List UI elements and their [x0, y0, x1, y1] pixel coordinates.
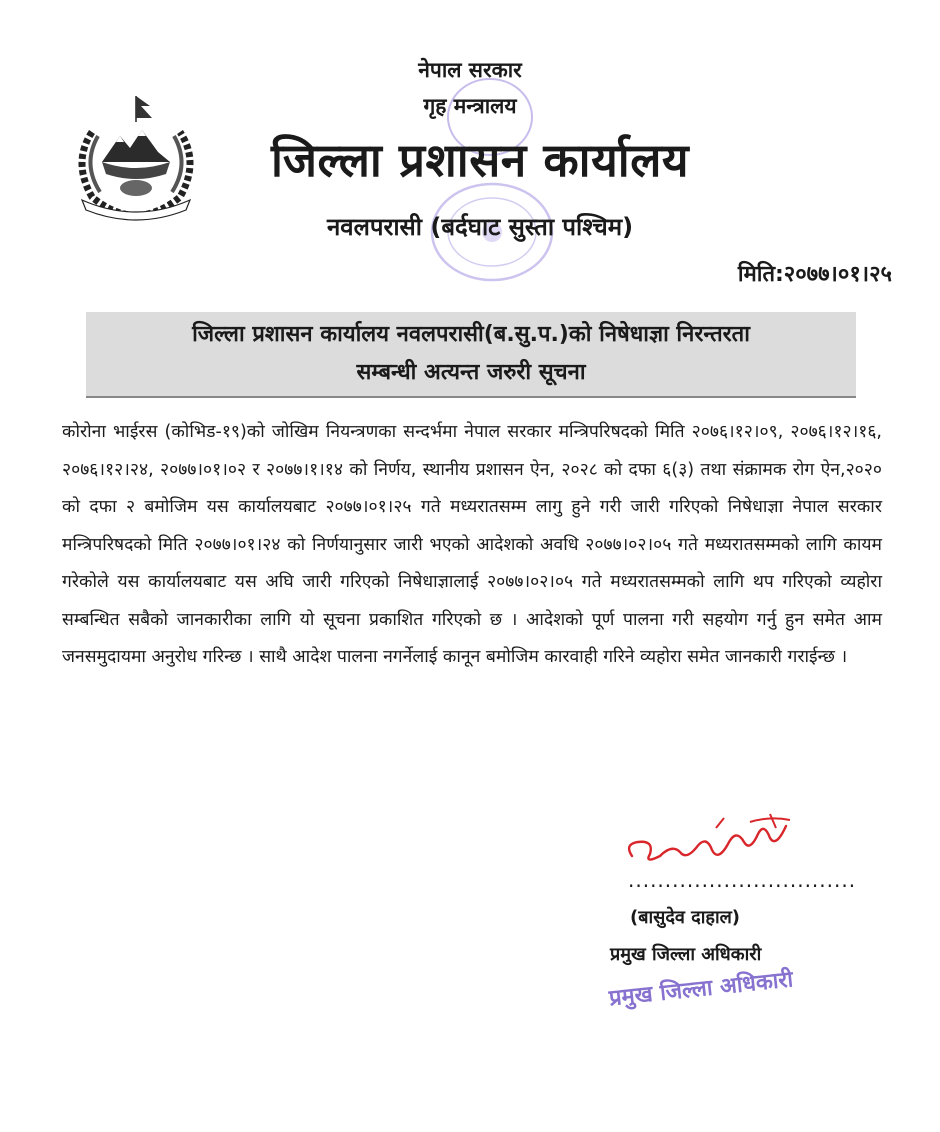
district-name: नवलपरासी (बर्दघाट सुस्ता पश्चिम)	[326, 213, 634, 241]
notice-body: कोरोना भाईरस (कोभिड-१९)को जोखिम नियन्त्रणका सन्दर्भमा नेपाल सरकार मन्त्रिपरिषदको मिति २०७६।१२।०९, २०७६।१२।१६, २०७६।१२।२४, २०७७।०१।०२ र २०७७।१।१४ को निर्णय, स्थानीय प्रशासन ऐन, २०२८ को दफा ६(३) तथा संक्रामक रोग ऐन,२०२० को दफा २ बमोजिम यस कार्यालयबाट २०७७।०१।२५ गते मध्यरातसम्म लागु हुने गरी जारी गरिएको निषेधाज्ञा नेपाल सरकार मन्त्रिपरिषदको मिति २०७७।०१।२४ को निर्णयानुसार जारी भएको आदेशको अवधि २०७७।०२।०५ गते मध्यरातसम्मको लागि कायम गरेकोले यस कार्यालयबाट यस अघि जारी गरिएको निषेधाज्ञालाई २०७७।०२।०५ गते मध्यरातसम्मको लागि थप गरिएको व्यहोरा सम्बन्धित सबैको जानकारीका लागि यो सूचना प्रकाशित गरिएको छ । आदेशको पूर्ण पालना गरी सहयोग गर्नु हुन समेत आम जनसमुदायमा अनुरोध गरिन्छ । साथै आदेश पालना नगर्नेलाई कानून बमोजिम कारवाही गरिने व्यहोरा समेत जानकारी गराईन्छ ।	[62, 422, 882, 667]
signature-line: ...............................	[628, 868, 857, 892]
ministry-name: गृह मन्त्रालय	[423, 94, 517, 118]
designation-stamp	[607, 962, 812, 1043]
government-name: नेपाल सरकार	[418, 58, 522, 82]
signer-title: प्रमुख जिल्ला अधिकारी	[610, 944, 762, 965]
notice-title-line-1: जिल्ला प्रशासन कार्यालय नवलपरासी(ब.सु.प.)को निषेधाज्ञा निरन्तरता	[192, 322, 750, 347]
designation-stamp-text: प्रमुख जिल्ला अधिकारी	[607, 967, 795, 1012]
office-title: जिल्ला प्रशासन कार्यालय	[270, 133, 690, 187]
signer-name: (बासुदेव दाहाल)	[630, 907, 741, 928]
notice-title-line-2: सम्बन्धी अत्यन्त जरुरी सूचना	[356, 360, 586, 385]
notice-date: मिति:२०७७।०१।२५	[737, 262, 892, 287]
